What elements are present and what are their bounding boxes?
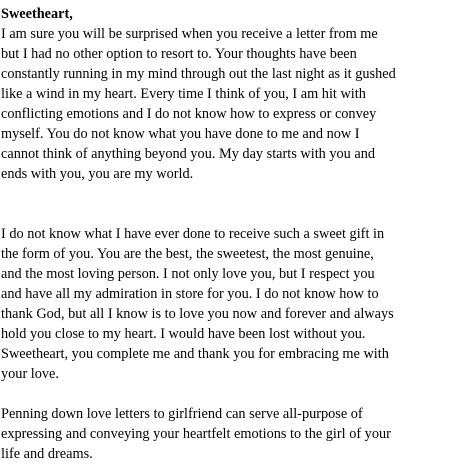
paragraph-spacer	[1, 384, 463, 404]
paragraph-2-line: thank God, but all I know is to love you now and forever and always	[1, 306, 394, 322]
paragraph-1-line: but I had no other option to resort to. Your thoughts have been	[1, 46, 357, 62]
paragraph-2-line: and the most loving person. I not only love you, but I respect you	[1, 266, 375, 282]
paragraph-3-line: expressing and conveying your heartfelt emotions to the girl of your	[1, 426, 391, 442]
paragraph-1-line: conflicting emotions and I do not know how to express or convey	[1, 106, 377, 122]
paragraph-2-line: and have all my admiration in store for you. I do not know how to	[1, 286, 379, 302]
paragraph-1-line: like a wind in my heart. Every time I think of you, I am hit with	[1, 86, 366, 102]
paragraph-1-line: myself. You do not know what you have done to me and now I	[1, 126, 360, 142]
paragraph-2-line: the form of you. You are the best, the sweetest, the most genuine,	[1, 246, 374, 262]
paragraph-2-line: hold you close to my heart. I would have been lost without you.	[1, 326, 366, 342]
paragraph-3	[1, 404, 463, 464]
paragraph-2	[1, 224, 463, 384]
paragraph-1-line: cannot think of anything beyond you. My day starts with you and	[1, 146, 376, 162]
letter-page	[1, 4, 463, 464]
paragraph-3-line: life and dreams.	[1, 446, 93, 462]
paragraph-spacer	[1, 184, 463, 224]
paragraph-3-line: Penning down love letters to girlfriend can serve all-purpose of	[1, 406, 363, 422]
paragraph-1-line: constantly running in my mind through out the last night as it gushed	[1, 66, 396, 82]
paragraph-2-line: I do not know what I have ever done to receive such a sweet gift in	[1, 226, 385, 242]
salutation: Sweetheart,	[1, 6, 73, 22]
paragraph-2-line: your love.	[1, 366, 59, 382]
paragraph-1-line: I am sure you will be surprised when you receive a letter from me	[1, 26, 378, 42]
paragraph-1	[1, 24, 463, 184]
paragraph-2-line: Sweetheart, you complete me and thank you for embracing me with	[1, 346, 389, 362]
paragraph-1-line: ends with you, you are my world.	[1, 166, 194, 182]
